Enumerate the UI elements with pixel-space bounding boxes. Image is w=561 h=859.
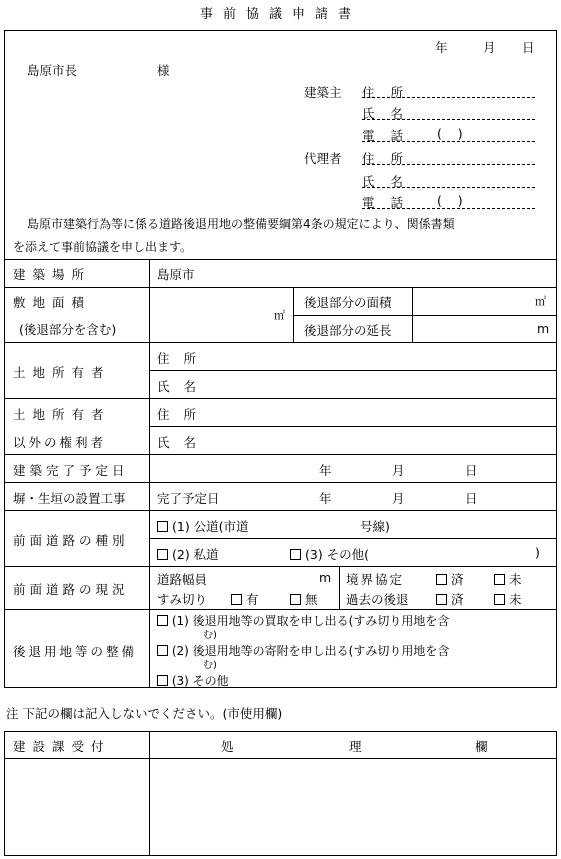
road-opt3-checkbox[interactable] (290, 549, 301, 560)
road-opt2 (157, 545, 219, 563)
agent-phone-label: 電 話 (362, 195, 409, 210)
setback-opt2 (157, 642, 449, 659)
statement-line2: を添えて事前協議を申し出ます。 (13, 240, 193, 254)
corner-cut-none (290, 590, 318, 608)
boundary-done-label: 済 (450, 572, 464, 587)
road-status-label: 前面道路の現況 (13, 582, 129, 597)
boundary-notyet-label: 未 (508, 572, 522, 587)
honorific: 様 (157, 63, 170, 78)
statement-line1: 島原市建築行為等に係る道路後退用地の整備要綱第4条の規定により、関係書類 (27, 217, 455, 231)
setback-opt2-checkbox[interactable] (157, 645, 168, 656)
agent-label: 代理者 (304, 151, 342, 166)
road-opt2-label: (2) 私道 (171, 547, 219, 562)
agent-phone-line (362, 208, 535, 209)
wall-month: 月 (392, 491, 405, 506)
agent-name-label: 氏 名 (362, 174, 409, 189)
boundary-done (436, 570, 464, 588)
setback-opt2-wrap: む) (203, 660, 217, 671)
date-month: 月 (483, 40, 496, 55)
road-opt1-checkbox[interactable] (157, 521, 168, 532)
other-rights-name: 氏 名 (157, 435, 201, 450)
completion-day: 日 (465, 463, 478, 478)
owner-label: 建築主 (304, 85, 342, 100)
completion-month: 月 (392, 463, 405, 478)
date-day: 日 (522, 40, 535, 55)
corner-cut-label: すみ切り (157, 592, 208, 607)
other-rights-label-2: 以外の権利者 (13, 435, 107, 450)
road-opt3-close: ) (535, 545, 540, 560)
landowner-label: 土地所有者 (13, 365, 111, 380)
date-year: 年 (435, 40, 448, 55)
road-opt1-suffix: 号線) (360, 519, 390, 534)
road-width-label: 道路幅員 (157, 572, 208, 587)
landowner-address: 住 所 (157, 351, 201, 366)
owner-address-line (362, 97, 535, 98)
setback-opt3-checkbox[interactable] (157, 675, 168, 686)
setback-opt3-label: (3) その他 (171, 674, 229, 688)
owner-name-label: 氏 名 (362, 106, 409, 121)
setback-opt1-label: (1) 後退用地等の買取を申し出る(すみ切り用地を含 (171, 614, 450, 628)
setback-area-unit: ㎡ (535, 295, 546, 308)
past-setback-label: 過去の後退 (346, 592, 409, 607)
road-opt3-label: (3) その他( (304, 547, 370, 562)
past-setback-notyet (494, 590, 522, 608)
agent-address-label: 住 所 (362, 151, 409, 166)
office-use-note: 注 下記の欄は記入しないでください。(市使用欄) (6, 706, 283, 721)
agent-phone-parens: ( ) (437, 193, 463, 208)
road-opt3 (290, 545, 369, 563)
setback-label: 後退用地等の整備 (13, 644, 138, 659)
past-setback-done-checkbox[interactable] (436, 594, 447, 605)
past-setback-done-label: 済 (450, 592, 464, 607)
wall-completion-label: 完了予定日 (157, 491, 220, 506)
setback-opt1 (157, 612, 449, 629)
corner-cut-has-checkbox[interactable] (231, 594, 242, 605)
setback-length-label: 後退部分の延長 (304, 323, 392, 338)
site-value: 島原市 (157, 267, 195, 282)
owner-address-label: 住 所 (362, 85, 409, 100)
past-setback-notyet-checkbox[interactable] (494, 594, 505, 605)
completion-label: 建築完了予定日 (13, 463, 129, 478)
setback-opt2-label: (2) 後退用地等の寄附を申し出る(すみ切り用地を含 (171, 644, 450, 658)
past-setback-done (436, 590, 464, 608)
past-setback-notyet-label: 未 (508, 592, 522, 607)
area-sub: (後退部分を含む) (19, 322, 117, 337)
road-opt1 (157, 517, 249, 535)
setback-opt1-checkbox[interactable] (157, 615, 168, 626)
process-col-1: 処 (221, 739, 234, 754)
wall-year: 年 (319, 491, 332, 506)
boundary-notyet-checkbox[interactable] (494, 574, 505, 585)
setback-opt1-wrap: む) (203, 630, 217, 641)
owner-name-line (362, 119, 535, 120)
road-opt1-label: (1) 公道(市道 (171, 519, 249, 534)
process-col-3: 欄 (475, 739, 488, 754)
area-label: 敷地面積 (13, 295, 92, 310)
boundary-label: 境界協定 (346, 572, 405, 587)
road-type-label: 前面道路の種別 (13, 533, 129, 548)
road-opt2-checkbox[interactable] (157, 549, 168, 560)
completion-year: 年 (319, 463, 332, 478)
other-rights-address: 住 所 (157, 407, 201, 422)
corner-cut-none-label: 無 (304, 592, 318, 607)
site-label: 建築場所 (13, 267, 92, 282)
landowner-name: 氏 名 (157, 379, 201, 394)
form-title: 事前協議申請書 (199, 7, 361, 22)
agent-name-line (362, 187, 535, 188)
other-rights-label-1: 土地所有者 (13, 407, 111, 422)
road-width-unit: m (319, 570, 332, 585)
owner-phone-parens: ( ) (437, 126, 463, 141)
process-col-2: 理 (349, 739, 362, 754)
agent-address-line (362, 164, 535, 165)
corner-cut-has (231, 590, 259, 608)
setback-area-label: 後退部分の面積 (304, 295, 392, 310)
boundary-done-checkbox[interactable] (436, 574, 447, 585)
setback-opt3 (157, 672, 229, 689)
corner-cut-has-label: 有 (245, 592, 259, 607)
corner-cut-none-checkbox[interactable] (290, 594, 301, 605)
setback-length-unit: m (537, 321, 550, 336)
addressee: 島原市長 (27, 63, 78, 78)
boundary-notyet (494, 570, 522, 588)
owner-phone-line (362, 141, 535, 142)
received-label: 建設課受付 (13, 739, 111, 754)
owner-phone-label: 電 話 (362, 128, 409, 143)
wall-day: 日 (465, 491, 478, 506)
wall-label: 塀・生垣の設置工事 (13, 491, 126, 506)
area-unit: ㎡ (274, 309, 285, 322)
